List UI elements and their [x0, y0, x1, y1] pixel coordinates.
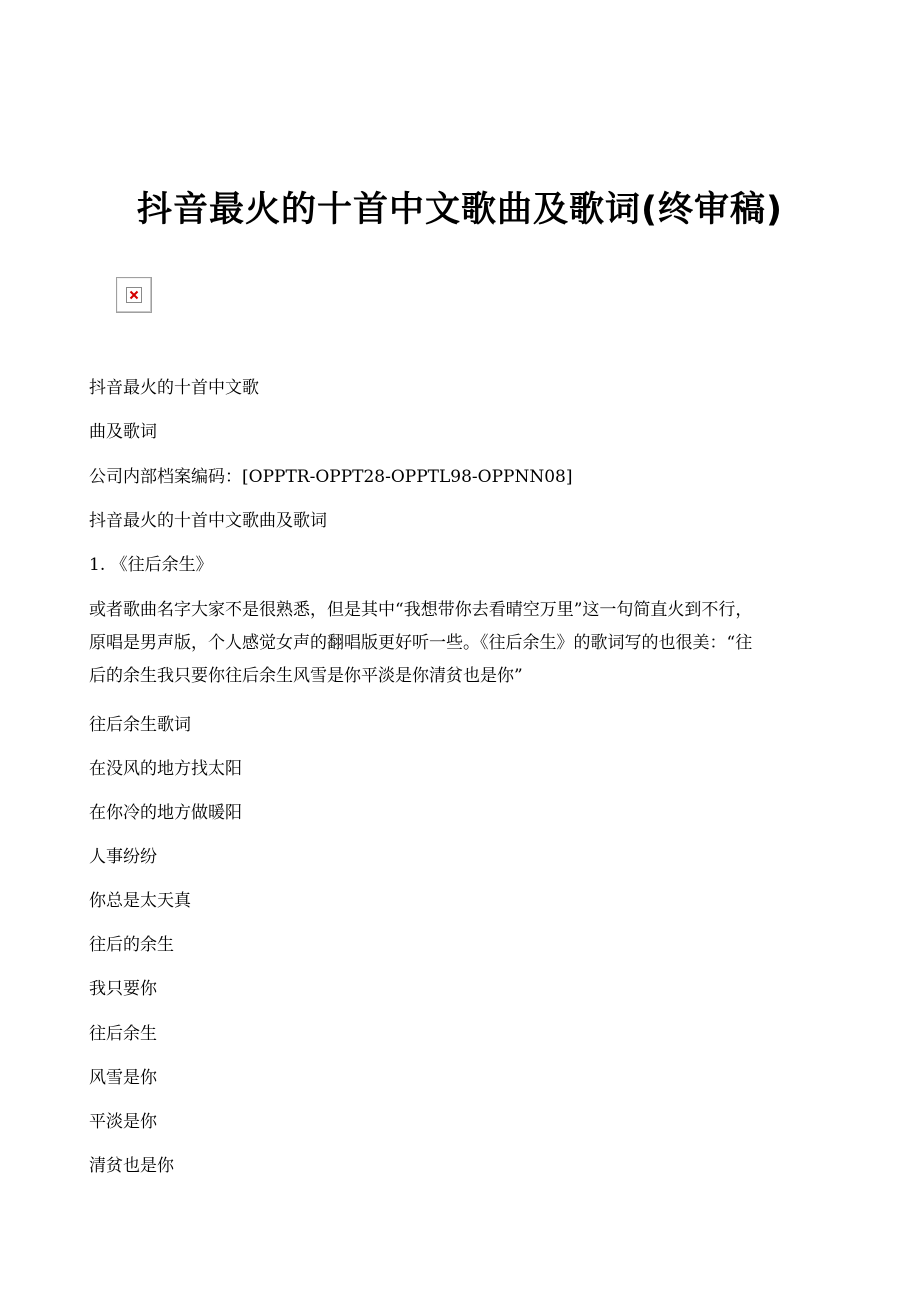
description-line: 原唱是男声版，个人感觉女声的翻唱版更好听一些。《往后余生》的歌词写的也很美：“往 [89, 633, 753, 653]
page-title: 抖音最火的十首中文歌曲及歌词(终审稿) [137, 190, 783, 230]
lyric-line: 清贫也是你 [89, 1156, 174, 1176]
image-placeholder-icon [126, 287, 142, 303]
lyric-line: 往后余生 [89, 1024, 157, 1044]
intro-line-1: 抖音最火的十首中文歌 [89, 378, 259, 398]
lyric-line: 往后的余生 [89, 935, 174, 955]
lyric-line: 我只要你 [89, 979, 157, 999]
song-1-heading: 1. 《往后余生》 [89, 555, 213, 575]
lyric-line: 在没风的地方找太阳 [89, 759, 242, 779]
lyric-line: 风雪是你 [89, 1068, 157, 1088]
intro-line-2: 曲及歌词 [89, 422, 157, 442]
lyric-line: 人事纷纷 [89, 847, 157, 867]
broken-image-icon [116, 277, 152, 313]
description-line: 后的余生我只要你往后余生风雪是你平淡是你清贫也是你” [89, 666, 523, 686]
archive-code: 公司内部档案编码：[OPPTR-OPPT28-OPPTL98-OPPNN08] [89, 467, 573, 487]
song-1-description [89, 594, 834, 693]
lyric-line: 你总是太天真 [89, 891, 191, 911]
description-line: 或者歌曲名字大家不是很熟悉，但是其中“我想带你去看晴空万里”这一句简直火到不行， [89, 600, 753, 620]
lyric-line: 平淡是你 [89, 1112, 157, 1132]
document-subtitle: 抖音最火的十首中文歌曲及歌词 [89, 511, 327, 531]
lyric-line: 在你冷的地方做暖阳 [89, 803, 242, 823]
lyrics-heading: 往后余生歌词 [89, 715, 191, 735]
